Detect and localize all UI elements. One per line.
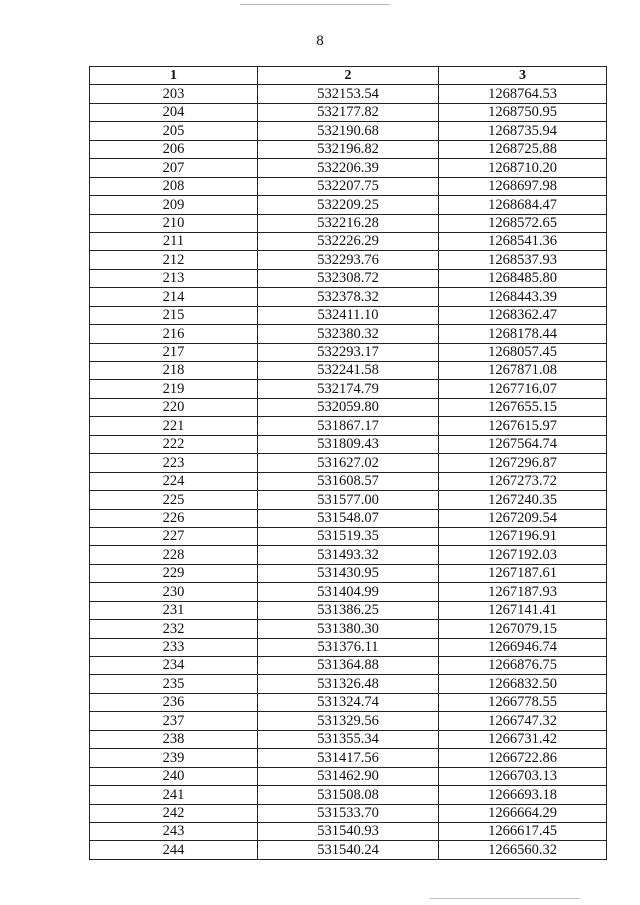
y-coordinate-cell: 1268541.36	[439, 232, 607, 250]
x-coordinate-cell: 531430.95	[258, 564, 439, 582]
y-coordinate-cell: 1268764.53	[439, 85, 607, 103]
x-coordinate-cell: 532209.25	[258, 196, 439, 214]
x-coordinate-cell: 531324.74	[258, 693, 439, 711]
table-body	[90, 85, 607, 859]
x-coordinate-cell: 532308.72	[258, 269, 439, 287]
x-coordinate-cell: 532378.32	[258, 288, 439, 306]
table-row	[90, 546, 607, 564]
y-coordinate-cell: 1268697.98	[439, 177, 607, 195]
point-number-cell: 229	[90, 564, 258, 582]
point-number-cell: 218	[90, 362, 258, 380]
x-coordinate-cell: 532206.39	[258, 159, 439, 177]
x-coordinate-cell: 531809.43	[258, 435, 439, 453]
point-number-cell: 243	[90, 822, 258, 840]
y-coordinate-cell: 1266832.50	[439, 675, 607, 693]
point-number-cell: 237	[90, 712, 258, 730]
x-coordinate-cell: 531462.90	[258, 767, 439, 785]
point-number-cell: 222	[90, 435, 258, 453]
column-header-x: 2	[258, 67, 439, 85]
table-row	[90, 564, 607, 582]
y-coordinate-cell: 1268362.47	[439, 306, 607, 324]
y-coordinate-cell: 1267240.35	[439, 491, 607, 509]
page-number: 8	[316, 33, 324, 49]
table-row	[90, 786, 607, 804]
point-number-cell: 219	[90, 380, 258, 398]
table-row	[90, 288, 607, 306]
table-row	[90, 693, 607, 711]
point-number-cell: 205	[90, 122, 258, 140]
table-row	[90, 325, 607, 343]
y-coordinate-cell: 1266747.32	[439, 712, 607, 730]
table-row	[90, 730, 607, 748]
x-coordinate-cell: 531867.17	[258, 417, 439, 435]
coordinates-table	[89, 66, 607, 860]
point-number-cell: 240	[90, 767, 258, 785]
x-coordinate-cell: 531355.34	[258, 730, 439, 748]
y-coordinate-cell: 1267655.15	[439, 398, 607, 416]
x-coordinate-cell: 531608.57	[258, 472, 439, 490]
table-row	[90, 583, 607, 601]
y-coordinate-cell: 1267141.41	[439, 601, 607, 619]
point-number-cell: 223	[90, 454, 258, 472]
x-coordinate-cell: 532380.32	[258, 325, 439, 343]
table-row	[90, 398, 607, 416]
point-number-cell: 207	[90, 159, 258, 177]
y-coordinate-cell: 1266664.29	[439, 804, 607, 822]
y-coordinate-cell: 1266617.45	[439, 822, 607, 840]
point-number-cell: 233	[90, 638, 258, 656]
y-coordinate-cell: 1268057.45	[439, 343, 607, 361]
y-coordinate-cell: 1267871.08	[439, 362, 607, 380]
table-row	[90, 822, 607, 840]
point-number-cell: 225	[90, 491, 258, 509]
y-coordinate-cell: 1268684.47	[439, 196, 607, 214]
y-coordinate-cell: 1268725.88	[439, 140, 607, 158]
y-coordinate-cell: 1267192.03	[439, 546, 607, 564]
point-number-cell: 228	[90, 546, 258, 564]
point-number-cell: 206	[90, 140, 258, 158]
table-row	[90, 269, 607, 287]
table-row	[90, 251, 607, 269]
column-header-y: 3	[439, 67, 607, 85]
table-row	[90, 417, 607, 435]
table-row	[90, 675, 607, 693]
x-coordinate-cell: 532226.29	[258, 232, 439, 250]
x-coordinate-cell: 531380.30	[258, 620, 439, 638]
point-number-cell: 208	[90, 177, 258, 195]
point-number-cell: 239	[90, 749, 258, 767]
table-row	[90, 306, 607, 324]
point-number-cell: 238	[90, 730, 258, 748]
table-row	[90, 140, 607, 158]
point-number-cell: 226	[90, 509, 258, 527]
table-row	[90, 214, 607, 232]
table-row	[90, 103, 607, 121]
point-number-cell: 242	[90, 804, 258, 822]
y-coordinate-cell: 1268178.44	[439, 325, 607, 343]
x-coordinate-cell: 531577.00	[258, 491, 439, 509]
x-coordinate-cell: 531508.08	[258, 786, 439, 804]
point-number-cell: 213	[90, 269, 258, 287]
x-coordinate-cell: 532241.58	[258, 362, 439, 380]
y-coordinate-cell: 1266722.86	[439, 749, 607, 767]
y-coordinate-cell: 1268735.94	[439, 122, 607, 140]
table-row	[90, 196, 607, 214]
table-row	[90, 841, 607, 859]
x-coordinate-cell: 531493.32	[258, 546, 439, 564]
table-row	[90, 380, 607, 398]
table-row	[90, 657, 607, 675]
x-coordinate-cell: 531540.93	[258, 822, 439, 840]
y-coordinate-cell: 1266731.42	[439, 730, 607, 748]
point-number-cell: 235	[90, 675, 258, 693]
y-coordinate-cell: 1266693.18	[439, 786, 607, 804]
x-coordinate-cell: 531548.07	[258, 509, 439, 527]
x-coordinate-cell: 531533.70	[258, 804, 439, 822]
table-row	[90, 122, 607, 140]
point-number-cell: 217	[90, 343, 258, 361]
point-number-cell: 204	[90, 103, 258, 121]
point-number-cell: 220	[90, 398, 258, 416]
table-row	[90, 767, 607, 785]
y-coordinate-cell: 1268485.80	[439, 269, 607, 287]
table-row	[90, 362, 607, 380]
y-coordinate-cell: 1267716.07	[439, 380, 607, 398]
table-row	[90, 712, 607, 730]
y-coordinate-cell: 1266946.74	[439, 638, 607, 656]
x-coordinate-cell: 531376.11	[258, 638, 439, 656]
point-number-cell: 215	[90, 306, 258, 324]
point-number-cell: 230	[90, 583, 258, 601]
bottom-divider	[430, 898, 580, 899]
y-coordinate-cell: 1268710.20	[439, 159, 607, 177]
point-number-cell: 214	[90, 288, 258, 306]
x-coordinate-cell: 532293.76	[258, 251, 439, 269]
point-number-cell: 232	[90, 620, 258, 638]
point-number-cell: 212	[90, 251, 258, 269]
top-divider	[240, 4, 390, 5]
x-coordinate-cell: 532411.10	[258, 306, 439, 324]
y-coordinate-cell: 1268443.39	[439, 288, 607, 306]
point-number-cell: 221	[90, 417, 258, 435]
table-row	[90, 159, 607, 177]
x-coordinate-cell: 531386.25	[258, 601, 439, 619]
table-row	[90, 85, 607, 103]
table-row	[90, 343, 607, 361]
x-coordinate-cell: 532174.79	[258, 380, 439, 398]
point-number-cell: 231	[90, 601, 258, 619]
y-coordinate-cell: 1268537.93	[439, 251, 607, 269]
x-coordinate-cell: 531364.88	[258, 657, 439, 675]
y-coordinate-cell: 1267187.61	[439, 564, 607, 582]
y-coordinate-cell: 1267209.54	[439, 509, 607, 527]
x-coordinate-cell: 531326.48	[258, 675, 439, 693]
point-number-cell: 216	[90, 325, 258, 343]
x-coordinate-cell: 532153.54	[258, 85, 439, 103]
x-coordinate-cell: 532196.82	[258, 140, 439, 158]
table-row	[90, 472, 607, 490]
table-row	[90, 435, 607, 453]
y-coordinate-cell: 1267196.91	[439, 527, 607, 545]
table-header-row	[90, 67, 607, 85]
x-coordinate-cell: 532190.68	[258, 122, 439, 140]
table-row	[90, 527, 607, 545]
column-header-point: 1	[90, 67, 258, 85]
y-coordinate-cell: 1266778.55	[439, 693, 607, 711]
point-number-cell: 210	[90, 214, 258, 232]
point-number-cell: 236	[90, 693, 258, 711]
y-coordinate-cell: 1267273.72	[439, 472, 607, 490]
table-row	[90, 509, 607, 527]
table-row	[90, 491, 607, 509]
table-row	[90, 601, 607, 619]
x-coordinate-cell: 532059.80	[258, 398, 439, 416]
y-coordinate-cell: 1268572.65	[439, 214, 607, 232]
table-row	[90, 177, 607, 195]
y-coordinate-cell: 1267615.97	[439, 417, 607, 435]
point-number-cell: 209	[90, 196, 258, 214]
x-coordinate-cell: 531417.56	[258, 749, 439, 767]
point-number-cell: 211	[90, 232, 258, 250]
table-row	[90, 804, 607, 822]
x-coordinate-cell: 532293.17	[258, 343, 439, 361]
point-number-cell: 244	[90, 841, 258, 859]
x-coordinate-cell: 531540.24	[258, 841, 439, 859]
y-coordinate-cell: 1267564.74	[439, 435, 607, 453]
y-coordinate-cell: 1267296.87	[439, 454, 607, 472]
x-coordinate-cell: 531627.02	[258, 454, 439, 472]
x-coordinate-cell: 532207.75	[258, 177, 439, 195]
point-number-cell: 224	[90, 472, 258, 490]
table-row	[90, 454, 607, 472]
x-coordinate-cell: 531519.35	[258, 527, 439, 545]
y-coordinate-cell: 1266560.32	[439, 841, 607, 859]
point-number-cell: 234	[90, 657, 258, 675]
y-coordinate-cell: 1267079.15	[439, 620, 607, 638]
y-coordinate-cell: 1268750.95	[439, 103, 607, 121]
y-coordinate-cell: 1266703.13	[439, 767, 607, 785]
point-number-cell: 241	[90, 786, 258, 804]
y-coordinate-cell: 1267187.93	[439, 583, 607, 601]
point-number-cell: 227	[90, 527, 258, 545]
x-coordinate-cell: 531329.56	[258, 712, 439, 730]
x-coordinate-cell: 532177.82	[258, 103, 439, 121]
x-coordinate-cell: 532216.28	[258, 214, 439, 232]
point-number-cell: 203	[90, 85, 258, 103]
y-coordinate-cell: 1266876.75	[439, 657, 607, 675]
table-row	[90, 232, 607, 250]
x-coordinate-cell: 531404.99	[258, 583, 439, 601]
table-row	[90, 638, 607, 656]
table-row	[90, 749, 607, 767]
table-row	[90, 620, 607, 638]
